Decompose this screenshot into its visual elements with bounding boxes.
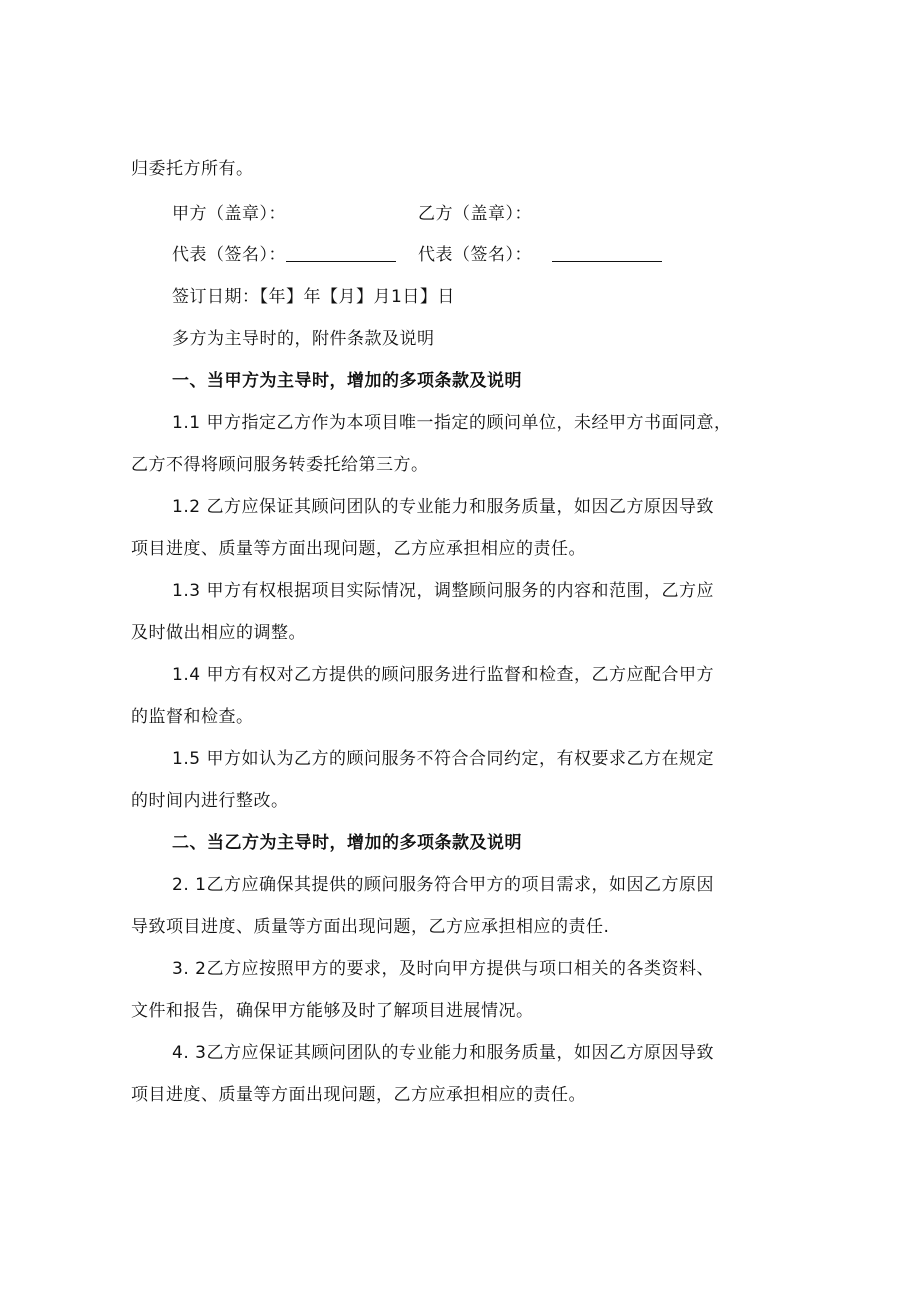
section1-heading: 一、当甲方为主导时，增加的多项条款及说明: [172, 371, 522, 391]
rep-a-signature-row: [172, 244, 396, 266]
clause-1-3-line1: 1.3 甲方有权根据项目实际情况，调整顾问服务的内容和范围，乙方应: [172, 581, 714, 601]
clause-1-4-line2: 的监督和检查。: [131, 707, 254, 727]
clause-1-4-line1: 1.4 甲方有权对乙方提供的顾问服务进行监督和检查，乙方应配合甲方: [172, 665, 714, 685]
clause-1-3-line2: 及时做出相应的调整。: [131, 623, 306, 643]
clause-2-3-line1: 4. 3乙方应保证其顾问团队的专业能力和服务质量，如因乙方原因导致: [172, 1043, 714, 1063]
intro-tail: 归委托方所有。: [131, 159, 254, 179]
rep-b-signature-line[interactable]: [552, 245, 662, 262]
sign-date: 签订日期：【年】年【月】月1日】日: [172, 287, 455, 307]
clause-1-1-line2: 乙方不得将顾问服务转委托给第三方。: [131, 455, 429, 475]
party-a-seal-label: 甲方（盖章）：: [172, 204, 286, 224]
clause-2-2-line1: 3. 2乙方应按照甲方的要求，及时向甲方提供与项口相关的各类资料、: [172, 959, 714, 979]
clause-1-2-line1: 1.2 乙方应保证其顾问团队的专业能力和服务质量，如因乙方原因导致: [172, 497, 714, 517]
rep-b-signature-row: [418, 244, 662, 266]
clause-2-2-line2: 文件和报告，确保甲方能够及时了解项目进展情况。: [131, 1001, 534, 1021]
clause-1-5-line2: 的时间内进行整改。: [131, 791, 289, 811]
rep-b-label: 代表（签名）：: [418, 245, 532, 265]
clause-1-5-line1: 1.5 甲方如认为乙方的顾问服务不符合合同约定，有权要求乙方在规定: [172, 749, 714, 769]
section2-heading: 二、当乙方为主导时，增加的多项条款及说明: [172, 833, 522, 853]
clause-2-1-line1: 2. 1乙方应确保其提供的顾问服务符合甲方的项目需求，如因乙方原因: [172, 875, 714, 895]
clause-1-1-line1: 1.1 甲方指定乙方作为本项目唯一指定的顾问单位，未经甲方书面同意，: [172, 413, 732, 433]
clause-2-3-line2: 项目进度、质量等方面出现问题，乙方应承担相应的责任。: [131, 1085, 586, 1105]
party-b-seal-label: 乙方（盖章）：: [418, 204, 532, 224]
rep-a-label: 代表（签名）：: [172, 245, 286, 265]
clause-1-2-line2: 项目进度、质量等方面出现问题，乙方应承担相应的责任。: [131, 539, 586, 559]
annex-title: 多方为主导时的，附件条款及说明: [172, 329, 435, 349]
clause-2-1-line2: 导致项目进度、质量等方面出现问题，乙方应承担相应的责任.: [131, 917, 610, 937]
rep-a-signature-line[interactable]: [286, 245, 396, 262]
